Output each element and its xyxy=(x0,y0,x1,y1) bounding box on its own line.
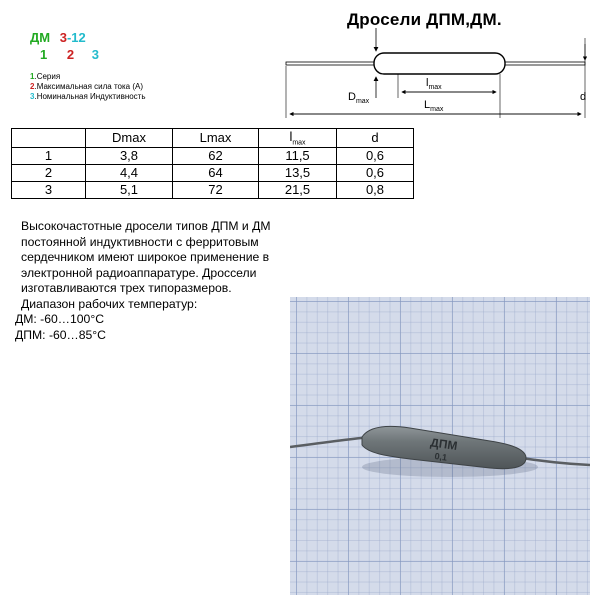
choke-photo-drawing xyxy=(290,297,590,595)
description xyxy=(15,219,315,343)
code-indexes xyxy=(40,47,99,62)
table-cell: 1 xyxy=(12,147,86,164)
index-series: 1 xyxy=(40,47,48,62)
temperature-heading: Диапазон рабочих температур: xyxy=(21,296,198,311)
legend-item-current: 2.Максимальная сила тока (А) xyxy=(30,82,143,91)
dimension-drawing xyxy=(278,28,596,128)
code-series: ДМ xyxy=(30,30,51,45)
table-header-cell: Dmax xyxy=(86,129,173,148)
part-code xyxy=(30,30,86,45)
table-cell: 4,4 xyxy=(86,164,173,181)
table-cell: 0,6 xyxy=(337,147,414,164)
table-header-cell: Lmax xyxy=(173,129,259,148)
legend-num: 3 xyxy=(30,92,35,101)
photo-marking-value: 0,1 xyxy=(433,450,448,463)
table-cell: 3 xyxy=(12,181,86,198)
table-cell: 5,1 xyxy=(86,181,173,198)
lead-left xyxy=(286,62,376,65)
table-cell: 3,8 xyxy=(86,147,173,164)
legend-num: 2 xyxy=(30,82,35,91)
table-cell: 62 xyxy=(173,147,259,164)
code-legend xyxy=(30,72,146,102)
table-cell: 13,5 xyxy=(259,164,337,181)
lead-right xyxy=(503,62,585,65)
description-paragraph: Высокочастотные дросели типов ДПМ и ДМ постоянной индуктивности с ферритовым сердечником имеют широкое применение в электронной радиоаппаратуре. Дроссели изготавливаются трех типоразмеров. xyxy=(21,219,271,295)
legend-text: Номинальная Индуктивность xyxy=(36,92,146,101)
photo-marking-type: ДПМ xyxy=(429,435,459,453)
legend-text: Максимальная сила тока (А) xyxy=(36,82,143,91)
label-d: d xyxy=(580,91,587,103)
table-row xyxy=(12,147,414,164)
table-cell: 11,5 xyxy=(259,147,337,164)
temperature-dm: ДМ: -60…100°С xyxy=(15,312,104,326)
code-current: 3 xyxy=(59,30,67,45)
table-cell: 0,8 xyxy=(337,181,414,198)
choke-body xyxy=(374,53,505,74)
code-inductance: -12 xyxy=(66,30,86,45)
table-cell: 2 xyxy=(12,164,86,181)
page-title: Дросели ДПМ,ДМ. xyxy=(347,10,502,29)
label-L-max: $L_{max}$ xyxy=(424,99,444,113)
label-D-max: $D_{max}$ xyxy=(348,91,370,105)
table-cell: 0,6 xyxy=(337,164,414,181)
label-l-max: $l_{max}$ xyxy=(426,77,442,91)
legend-text: Серия xyxy=(36,72,61,81)
index-inductance: 3 xyxy=(91,47,99,62)
legend-num: 1 xyxy=(30,72,35,81)
choke-photo xyxy=(290,297,590,595)
table-header-cell xyxy=(12,129,86,148)
table-header-cell: d xyxy=(337,129,414,148)
table-row xyxy=(12,181,414,198)
table-cell: 64 xyxy=(173,164,259,181)
spec-table xyxy=(11,128,414,199)
table-header-cell: $l_{max}$ xyxy=(259,129,337,148)
temperature-dpm: ДПМ: -60…85°С xyxy=(15,327,106,342)
table-row xyxy=(12,164,414,181)
legend-item-inductance: 3.Номинальная Индуктивность xyxy=(30,92,146,101)
table-header-row xyxy=(12,129,414,148)
index-current: 2 xyxy=(66,47,75,62)
table-cell: 72 xyxy=(173,181,259,198)
legend-item-series: 1.Серия xyxy=(30,72,61,81)
table-cell: 21,5 xyxy=(259,181,337,198)
